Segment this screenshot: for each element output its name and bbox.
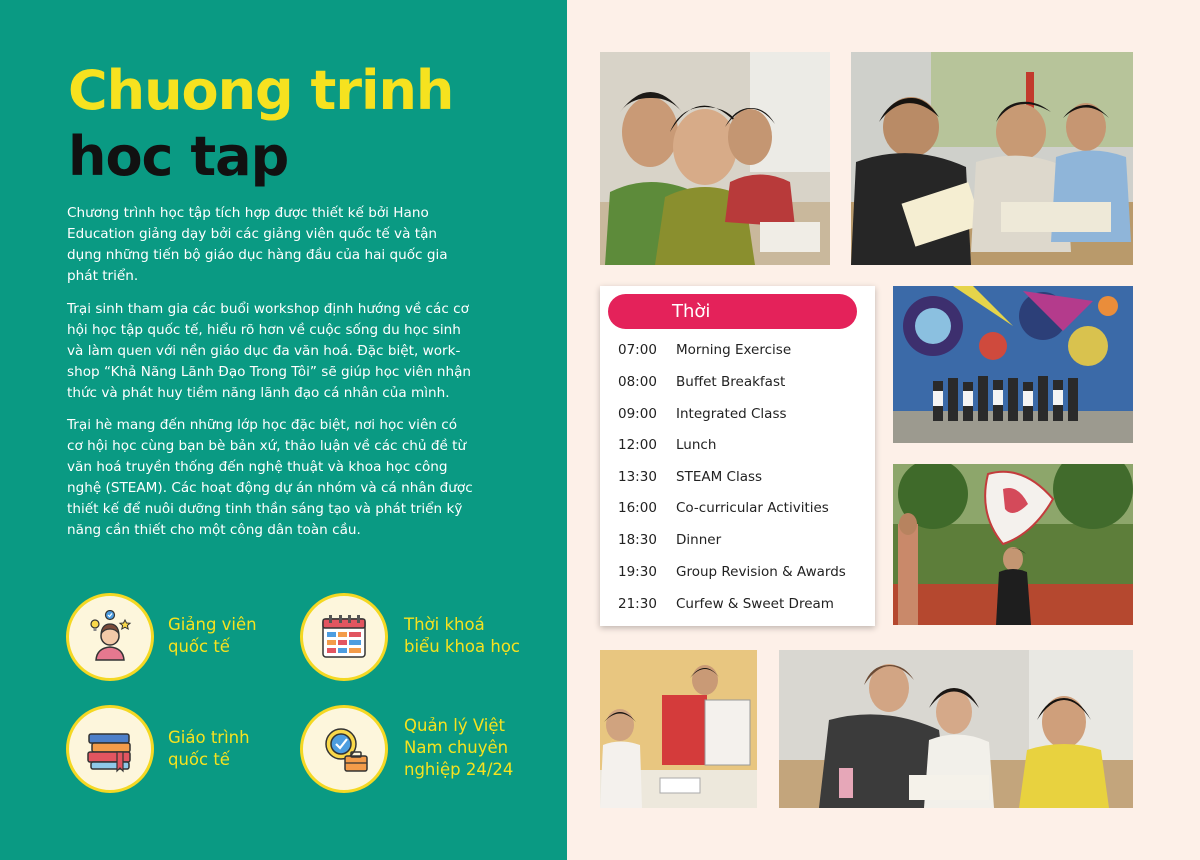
intro-paragraph <box>67 203 487 287</box>
schedule-header: Thời <box>608 294 857 329</box>
group-work-photo <box>779 650 1133 808</box>
paragraph-line: và làm quen với nền giáo dục đa văn hoá. Đặc biệt, work- <box>67 343 461 359</box>
feature-label-line: quốc tế <box>168 637 230 656</box>
paragraph-line: Trại hè mang đến những lớp học đặc biệt, nơi học viên có <box>67 417 458 433</box>
timetable-feature-label <box>404 614 520 658</box>
schedule-time: 18:30 <box>618 532 657 548</box>
kite-photo <box>893 464 1133 625</box>
paragraph-line: dụng những tiến bộ giáo dục hàng đầu của hai quốc gia <box>67 247 448 263</box>
title-line-1: Chuong trinh <box>68 59 454 122</box>
paragraph-line: cơ hội học cùng bạn bè bản xứ, thảo luận về các chủ đề từ <box>67 438 467 454</box>
workshop-paragraph <box>67 299 487 404</box>
mural-photo <box>893 286 1133 443</box>
teacher-icon <box>83 610 137 664</box>
paragraph-line: văn hoá truyền thống đến nghệ thuật và khoa học công <box>67 459 448 475</box>
feature-label-line: Thời khoá <box>404 615 485 634</box>
paragraph-line: hội học tập quốc tế, hiểu rõ hơn về cuộc sống du học sinh <box>67 322 461 338</box>
classroom-photo-1 <box>600 52 830 265</box>
schedule-activity: Buffet Breakfast <box>676 374 786 390</box>
schedule-time: 16:00 <box>618 500 657 516</box>
teacher-feature-label <box>168 614 257 658</box>
books-feature-circle <box>66 705 154 793</box>
teacher-feature-circle <box>66 593 154 681</box>
schedule-activity: Group Revision & Awards <box>676 564 846 580</box>
paragraph-line: shop “Khả Năng Lãnh Đạo Trong Tôi” sẽ giúp học viên nhận <box>67 364 472 380</box>
feature-label-line: Quản lý Việt <box>404 716 505 735</box>
books-feature-label <box>168 727 250 771</box>
classes-paragraph <box>67 415 487 541</box>
paragraph-line: thức và phát huy tiềm năng lãnh đạo cá nhân của mình. <box>67 385 450 401</box>
title-line-2: hoc tap <box>68 125 289 188</box>
schedule-activity: Curfew & Sweet Dream <box>676 596 834 612</box>
books-icon <box>83 722 137 776</box>
feature-label-line: Giáo trình <box>168 728 250 747</box>
schedule-activity: Morning Exercise <box>676 342 792 358</box>
schedule-time: 09:00 <box>618 406 657 422</box>
schedule-time: 12:00 <box>618 437 657 453</box>
schedule-activity: Co-curricular Activities <box>676 500 829 516</box>
paragraph-line: nghệ (STEAM). Các hoạt động dự án nhóm và cá nhân được <box>67 480 473 496</box>
paragraph-line: phát triển. <box>67 268 139 284</box>
feature-label-line: biểu khoa học <box>404 637 520 656</box>
feature-label-line: Nam chuyên <box>404 738 509 757</box>
schedule-time: 08:00 <box>618 374 657 390</box>
paragraph-line: Trại sinh tham gia các buổi workshop định hướng về các cơ <box>67 301 469 317</box>
feature-label-line: quốc tế <box>168 750 230 769</box>
management-feature-circle <box>300 705 388 793</box>
timetable-icon <box>317 610 371 664</box>
management-feature-label <box>404 715 513 781</box>
schedule-activity: Dinner <box>676 532 722 548</box>
schedule-time: 13:30 <box>618 469 657 485</box>
classroom-photo-2 <box>851 52 1133 265</box>
schedule-time: 19:30 <box>618 564 657 580</box>
schedule-time: 07:00 <box>618 342 657 358</box>
paragraph-line: Chương trình học tập tích hợp được thiết kế bởi Hano <box>67 205 429 221</box>
management-icon <box>317 722 371 776</box>
schedule-activity: Lunch <box>676 437 717 453</box>
feature-label-line: Giảng viên <box>168 615 257 634</box>
timetable-feature-circle <box>300 593 388 681</box>
schedule-activity: Integrated Class <box>676 406 787 422</box>
presentation-photo <box>600 650 757 808</box>
paragraph-line: thiết kế để nuôi dưỡng tinh thần sáng tạo và phát triển kỹ <box>67 501 463 517</box>
schedule-card <box>600 286 875 626</box>
paragraph-line: năng cần thiết cho một công dân toàn cầu. <box>67 522 361 538</box>
feature-label-line: nghiệp 24/24 <box>404 760 514 779</box>
schedule-time: 21:30 <box>618 596 657 612</box>
schedule-activity: STEAM Class <box>676 469 763 485</box>
paragraph-line: Education giảng dạy bởi các giảng viên quốc tế và tận <box>67 226 438 242</box>
